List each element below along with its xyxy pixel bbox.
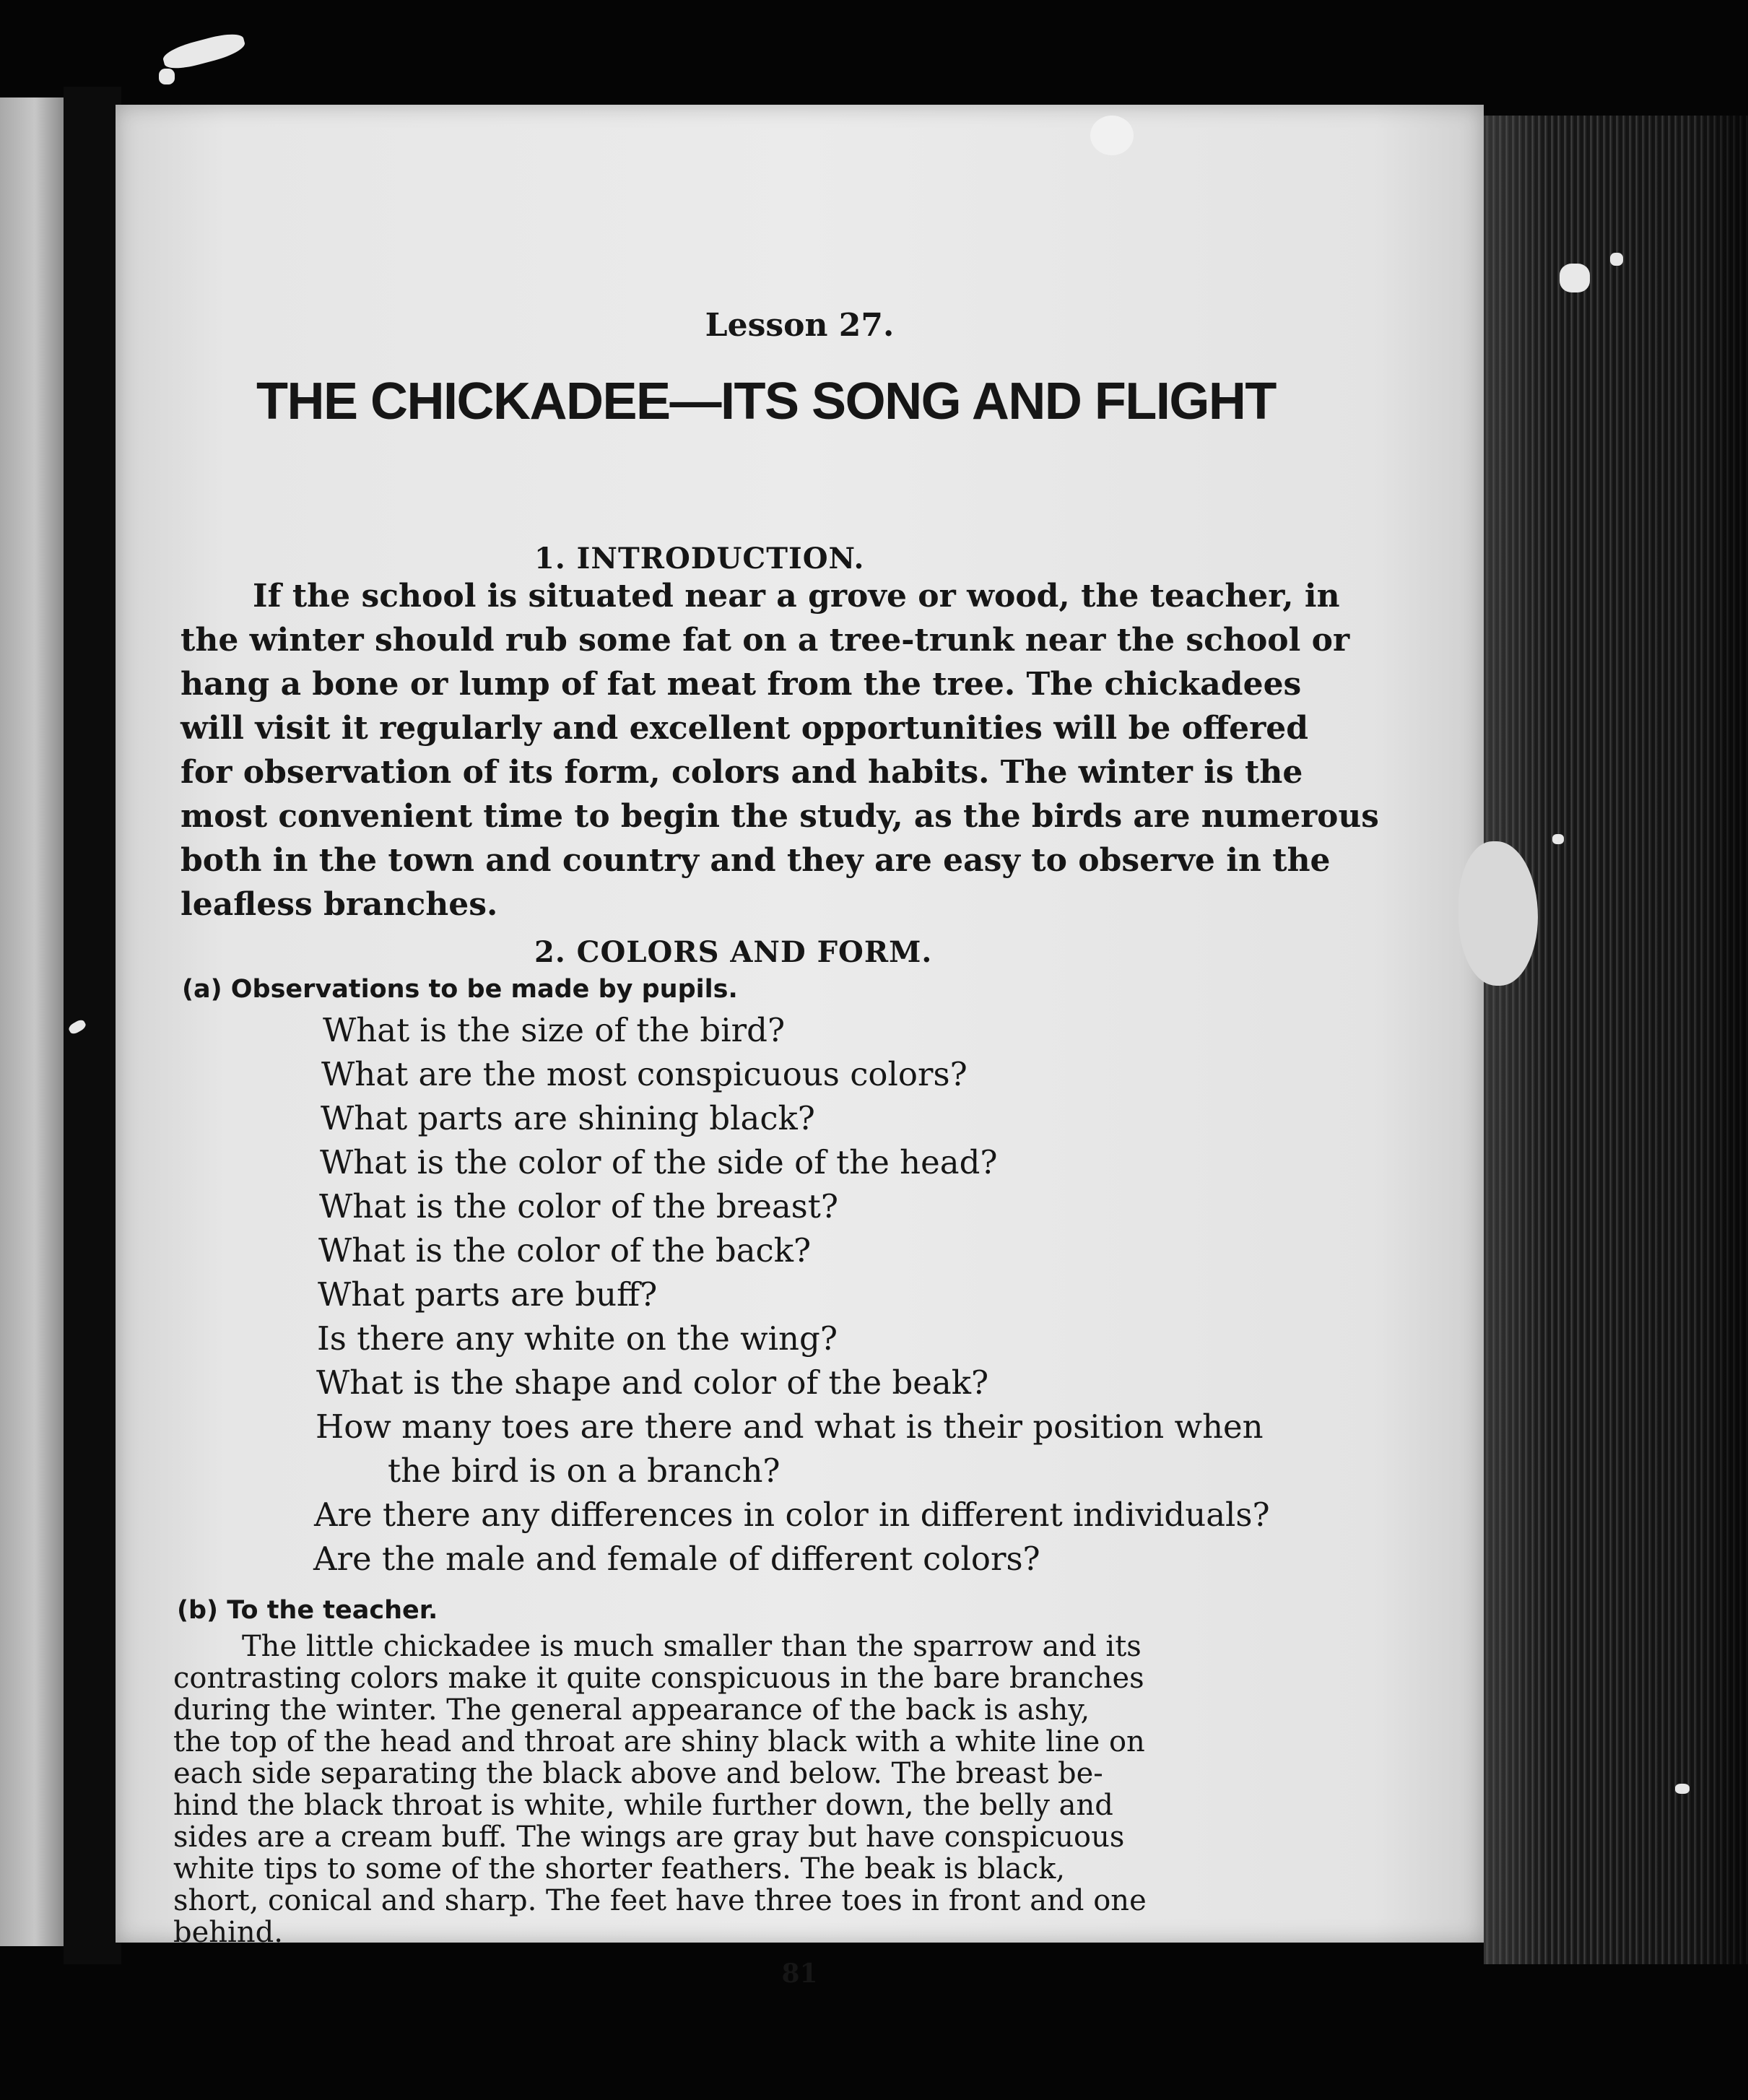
lesson-number: Lesson 27. <box>705 307 895 344</box>
page-number: 81 <box>781 1958 818 1989</box>
intro-line: leafless branches. <box>181 886 498 923</box>
question-line: What is the color of the back? <box>318 1231 812 1270</box>
intro-line: will visit it regularly and excellent opportunities will be offered <box>181 710 1309 747</box>
scan-artifact <box>1552 834 1564 844</box>
teacher-note-line: sides are a cream buff. The wings are gray but have conspicuous <box>173 1821 1125 1854</box>
question-line: What parts are buff? <box>318 1275 658 1314</box>
observations-label: (a) Observations to be made by pupils. <box>182 975 738 1004</box>
question-line: Is there any white on the wing? <box>317 1319 838 1358</box>
teacher-note-line: each side separating the black above and below. The breast be- <box>173 1757 1103 1790</box>
teacher-note-line: the top of the head and throat are shiny black with a white line on <box>173 1725 1145 1758</box>
question-line: What is the size of the bird? <box>323 1011 786 1049</box>
intro-line: the winter should rub some fat on a tree-trunk near the school or <box>181 622 1350 659</box>
scan-artifact <box>1675 1784 1690 1794</box>
scan-artifact <box>161 30 247 74</box>
question-line: What parts are shining black? <box>321 1099 815 1137</box>
teacher-note-line: short, conical and sharp. The feet have three toes in front and one <box>173 1884 1147 1917</box>
teacher-note-line: contrasting colors make it quite conspicuous in the bare branches <box>173 1662 1144 1695</box>
book-page <box>116 105 1484 1989</box>
teacher-note-line: The little chickadee is much smaller than the sparrow and its <box>242 1630 1142 1663</box>
question-line: What is the color of the side of the head? <box>320 1143 998 1181</box>
paper-blemish <box>1090 116 1134 155</box>
introduction-heading: 1. INTRODUCTION. <box>534 542 865 576</box>
adjacent-left-page <box>0 97 64 1946</box>
colors-and-form-heading: 2. COLORS AND FORM. <box>534 935 933 969</box>
question-line: What is the color of the breast? <box>319 1187 838 1225</box>
scan-artifact <box>1560 264 1590 292</box>
lesson-title: THE CHICKADEE—ITS SONG AND FLIGHT <box>256 373 1276 430</box>
teacher-note-line: hind the black throat is white, while further down, the belly and <box>173 1789 1113 1822</box>
question-line: Are there any differences in color in different individuals? <box>314 1496 1270 1534</box>
scan-artifact <box>159 69 175 84</box>
question-line: What are the most conspicuous colors? <box>321 1055 968 1093</box>
intro-line: most convenient time to begin the study, as the birds are numerous <box>181 798 1379 835</box>
to-teacher-label: (b) To the teacher. <box>177 1596 438 1625</box>
question-line: What is the shape and color of the beak? <box>316 1363 989 1402</box>
intro-line: for observation of its form, colors and habits. The winter is the <box>181 754 1303 791</box>
scan-artifact <box>1610 253 1623 266</box>
intro-line: both in the town and country and they are easy to observe in the <box>181 842 1331 879</box>
intro-line: If the school is situated near a grove or wood, the teacher, in <box>253 578 1340 615</box>
question-line: Are the male and female of different colors? <box>313 1540 1040 1578</box>
teacher-note-line: during the winter. The general appearance of the back is ashy, <box>173 1693 1090 1727</box>
question-line: How many toes are there and what is their position when <box>316 1407 1264 1446</box>
intro-line: hang a bone or lump of fat meat from the tree. The chickadees <box>181 666 1302 703</box>
teacher-note-line: behind. <box>173 1916 283 1949</box>
teacher-note-line: white tips to some of the shorter feathers. The beak is black, <box>173 1852 1066 1886</box>
question-line: the bird is on a branch? <box>388 1452 780 1490</box>
